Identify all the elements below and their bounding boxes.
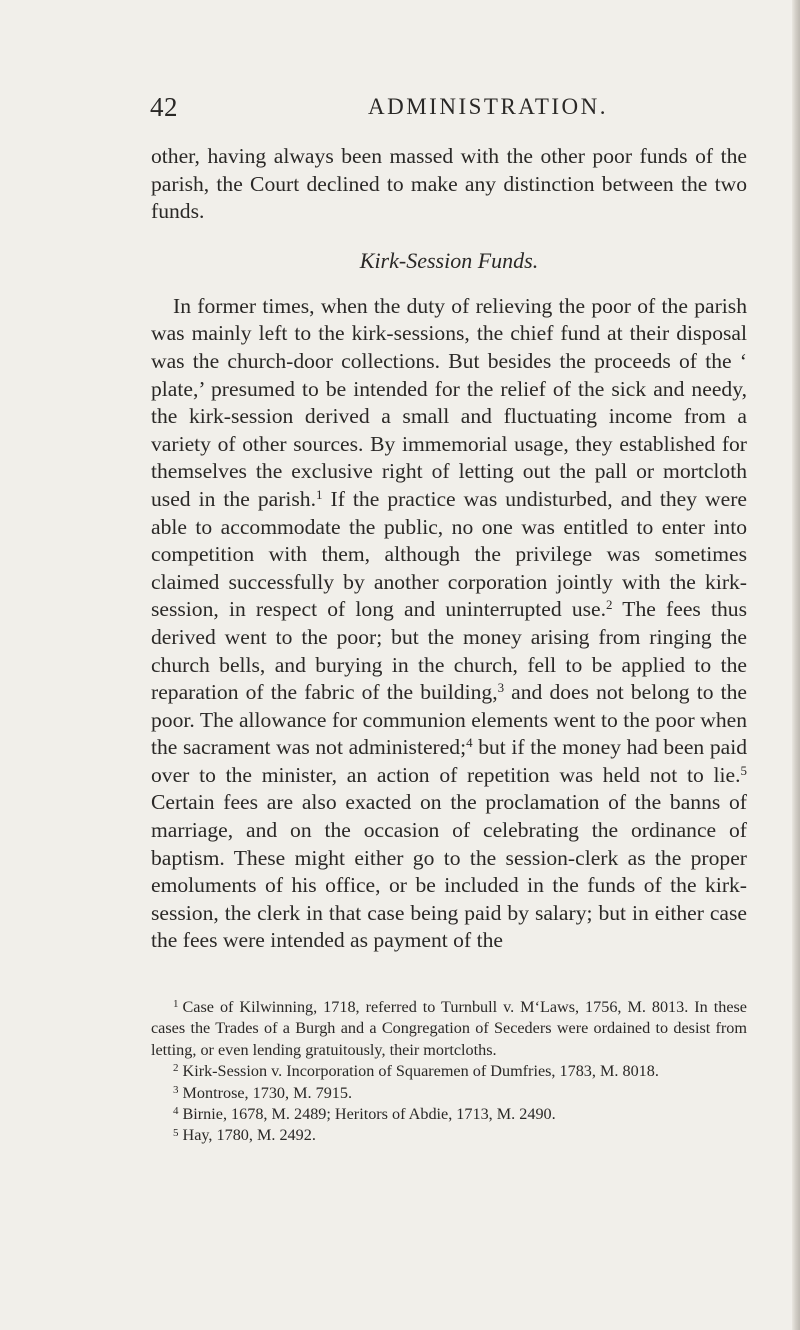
footnote-text: Case of Kilwinning, 1718, referred to Turnbull v. M‘Laws, 1756, M. 8013. In these cases the Trades of a Burgh and a Congregation of Seceders were ordained to desist from letting, or even lending gratuitously, their mortcloths. [151,998,747,1059]
footnote-ref: 4 [466,735,473,751]
paragraph-kirk-session-funds [151,293,747,955]
footnote [151,1125,747,1146]
footnote-mark: 5 [173,1126,179,1139]
paragraph-text: In former times, when the duty of relieving the poor of the parish was mainly left to the kirk-sessions, the chief fund at their disposal was the church-door collections. But besides the proceeds of the ‘ plate,’ presumed to be intended for the relief of the sick and needy, the kirk-session derived a small and fluctuating income from a variety of other sources. By immemorial usage, they established for themselves the exclusive right of letting out the pall or mortcloth used in the parish. [151,293,747,511]
footnote [151,997,747,1061]
footnote-text: Hay, 1780, M. 2492. [182,1126,316,1145]
footnote-ref: 2 [606,597,613,613]
footnotes [151,997,747,1147]
footnote-text: Birnie, 1678, M. 2489; Heritors of Abdie, 1713, M. 2490. [182,1105,556,1124]
paragraph-text: and does not belong to the poor. The allowance for communion elements went to the poor when the sacrament was not administered; [151,680,747,760]
paragraph-continuation: other, having always been massed with the other poor funds of the parish, the Court declined to make any distinction between the two funds. [151,144,747,224]
paragraph-text: Certain fees are also exacted on the proclamation of the banns of marriage, and on the occasion of celebrating the ordinance of baptism. These might either go to the session-clerk as the proper emoluments of his office, or be included in the funds of the kirk-session, the clerk in that case being paid by salary; but in either case the fees were intended as payment of the [151,790,747,953]
section-title: Kirk-Session Funds. [359,247,539,273]
footnote-text: Montrose, 1730, M. 7915. [182,1083,353,1102]
footnote [151,1104,747,1125]
footnote-mark: 3 [173,1083,179,1096]
footnote-mark: 1 [173,998,179,1011]
footnote [151,1083,747,1104]
footnote-ref: 3 [497,679,505,695]
footnote-ref: 1 [316,486,323,502]
page-number: 42 [150,92,178,122]
footnote-text: Kirk-Session v. Incorporation of Squaremen of Dumfries, 1783, M. 8018. [182,1062,659,1081]
paragraph-text: The fees thus derived went to the poor; but the money arising from ringing the church bells, and burying in the church, fell to be applied to the reparation of the fabric of the building, [151,597,747,705]
footnote-mark: 4 [173,1105,179,1118]
page-edge-shadow [792,0,800,1330]
body-text [151,143,747,955]
footnote [151,1061,747,1082]
paragraph-text: If the practice was undisturbed, and they were able to accommodate the public, no one was entitled to enter into competition with them, although the privilege was sometimes claimed successfully by another corporation jointly with the kirk-session, in respect of long and uninterrupted use. [151,486,747,622]
footnote-mark: 2 [173,1062,179,1075]
footnote-ref: 5 [740,762,747,778]
page-header [150,92,752,132]
paragraph-text: but if the money had been paid over to the minister, an action of repetition was held not to lie. [151,735,747,787]
running-head: ADMINISTRATION. [368,94,609,119]
